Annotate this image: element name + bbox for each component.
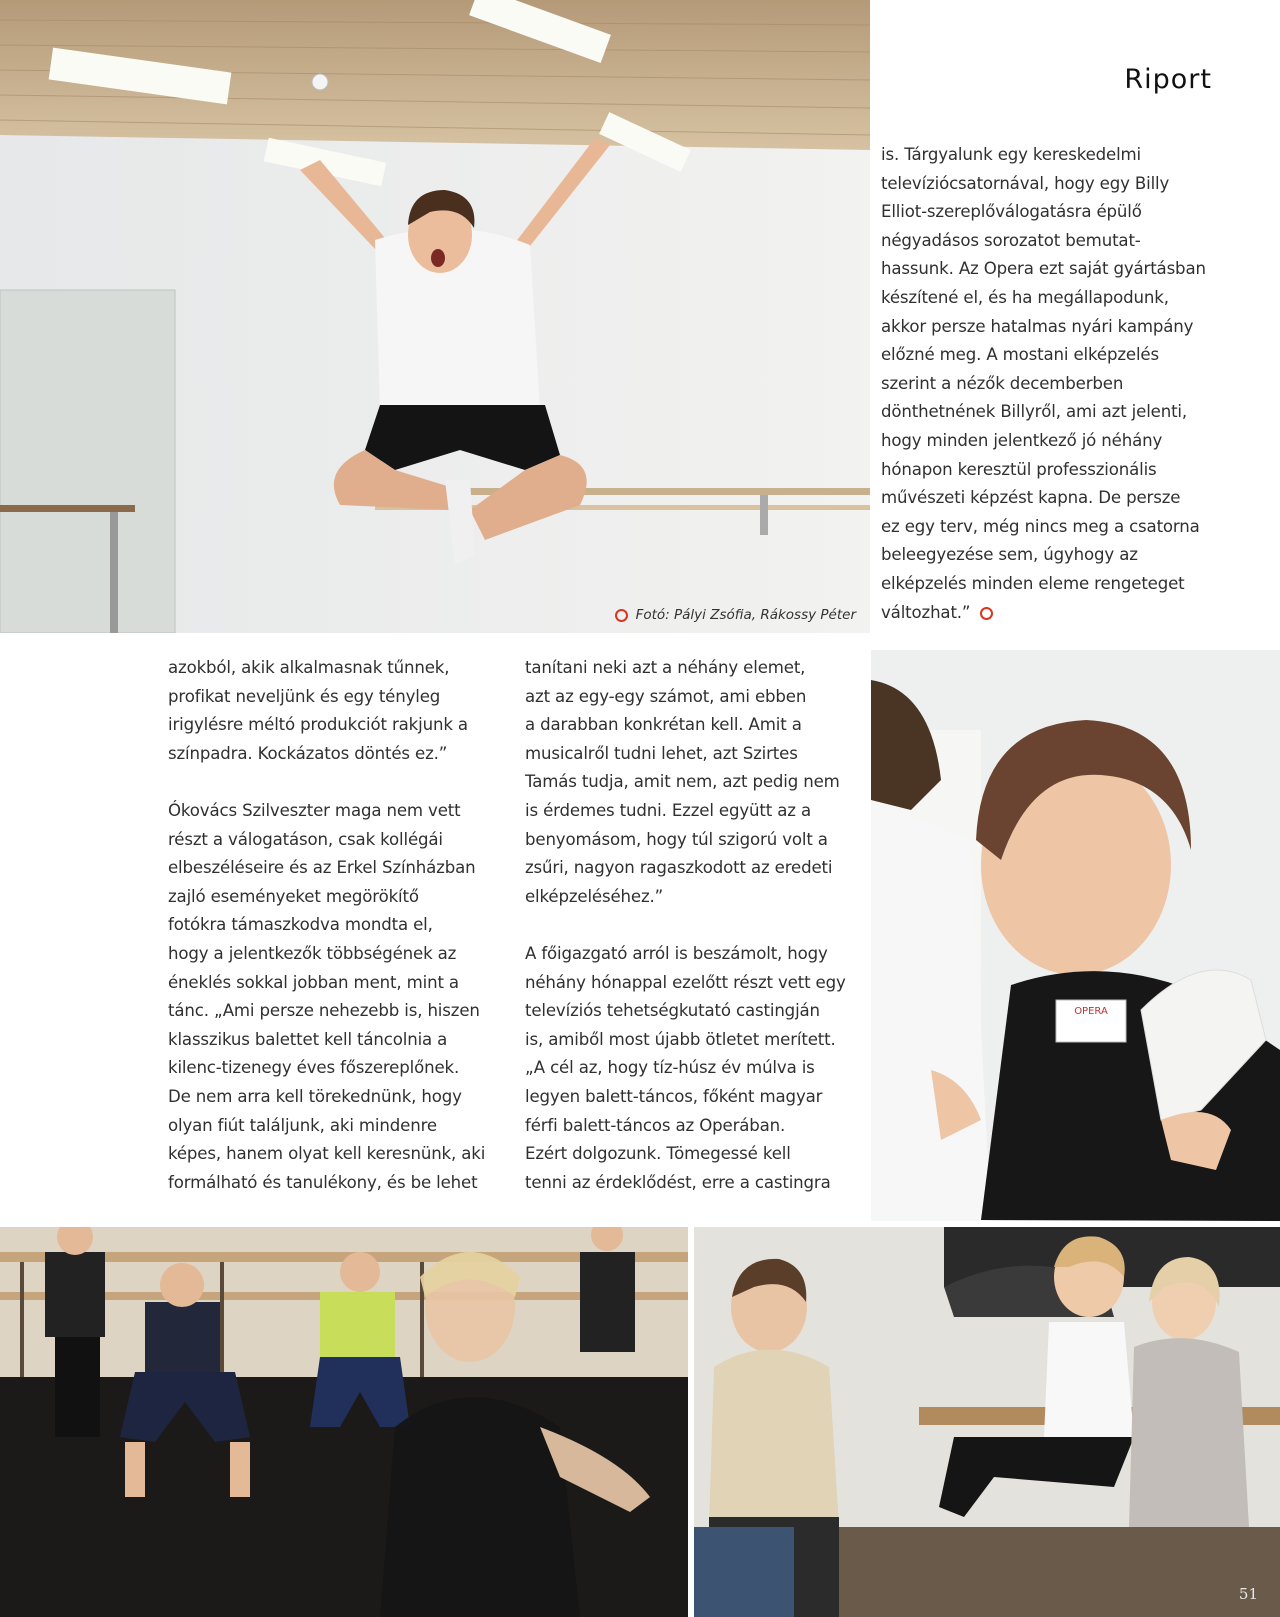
photo-ballet-class (0, 1227, 688, 1617)
photo-boy-portrait (871, 650, 1280, 1221)
text-column-middle: tanítani neki azt a néhány elemet, azt az egy-egy számot, ami ebben a darabban konkrétan kell. Amit a musicalről tudni lehet, azt Szirtes Tamás tudja, amit nem, azt pedig nem is érdemes tudni. Ezzel együtt az a benyomásom, hogy túl szigorú volt a zsűri, nagyon ragaszkodott az eredeti elképzeléséhez.” A főigazgató arról is beszámolt, hogy néhány hónappal ezelőtt részt vett egy televíziós tehetségkutató castingján is, amiből most újabb ötletet merített. „A cél az, hogy tíz-húsz év múlva is legyen balett-táncos, főként magyar férfi balett-táncos az Operában. Ezért dolgozunk. Tömegessé kell tenni az érdeklődést, erre a castingra (525, 658, 846, 1192)
photo-kids-bench-art (694, 1227, 1280, 1617)
photo-kids-bench (694, 1227, 1280, 1617)
text-column-left: azokból, akik alkalmasnak tűnnek, profikat neveljünk és egy tényleg irigylésre méltó produkciót rakjunk a színpadra. Kockázatos döntés ez.” Ókovács Szilveszter maga nem vett részt a válogatáson, csak kollégái elbeszéléseire és az Erkel Színházban zajló eseményeket megörökítő fotókra támaszkodva mondta el, hogy a jelentkezők többségének az éneklés sokkal jobban ment, mint a tánc. „Ami persze nehezebb is, hiszen klasszikus balettet kell táncolnia a kilenc-tizenegy éves főszereplőnek. De nem arra kell törekednünk, hogy olyan fiút találjunk, aki mindenre képes, hanem olyat kell keresnünk, aki formálható és tanulékony, és be lehet (168, 658, 486, 1192)
photo-boy-portrait-art (871, 650, 1280, 1221)
name-tag-logo: OPERA (1074, 1006, 1108, 1017)
photo-credit-text: Fotó: Pályi Zsófia, Rákossy Péter (635, 607, 856, 623)
photo-credit (615, 607, 856, 623)
end-of-article-icon (980, 607, 993, 620)
text-column-right (881, 141, 1226, 627)
photo-jumping-boy (0, 0, 870, 633)
page-number: 51 (1238, 1585, 1258, 1603)
circle-marker-icon (615, 609, 628, 622)
photo-ballet-class-art (0, 1227, 688, 1617)
photo-jumping-boy-art (0, 0, 870, 633)
text-column-right-body: is. Tárgyalunk egy kereskedelmi televíziócsatornával, hogy egy Billy Elliot-szereplőválogatásra épülő négyadásos sorozatot bemutat- hassunk. Az Opera ezt saját gyártásban készítené el, és ha megállapodunk, akkor persze hatalmas nyári kampány előzné meg. A mostani elképzelés szerint a nézők decemberben dönthetnének Billyről, ami azt jelenti, hogy minden jelentkező jó néhány hónapon keresztül professzionális művészeti képzést kapna. De persze ez egy terv, még nincs meg a csatorna beleegyezése sem, úgyhogy az elképzelés minden eleme rengeteget változhat.” (881, 145, 1206, 622)
section-label: Riport (1124, 64, 1212, 95)
